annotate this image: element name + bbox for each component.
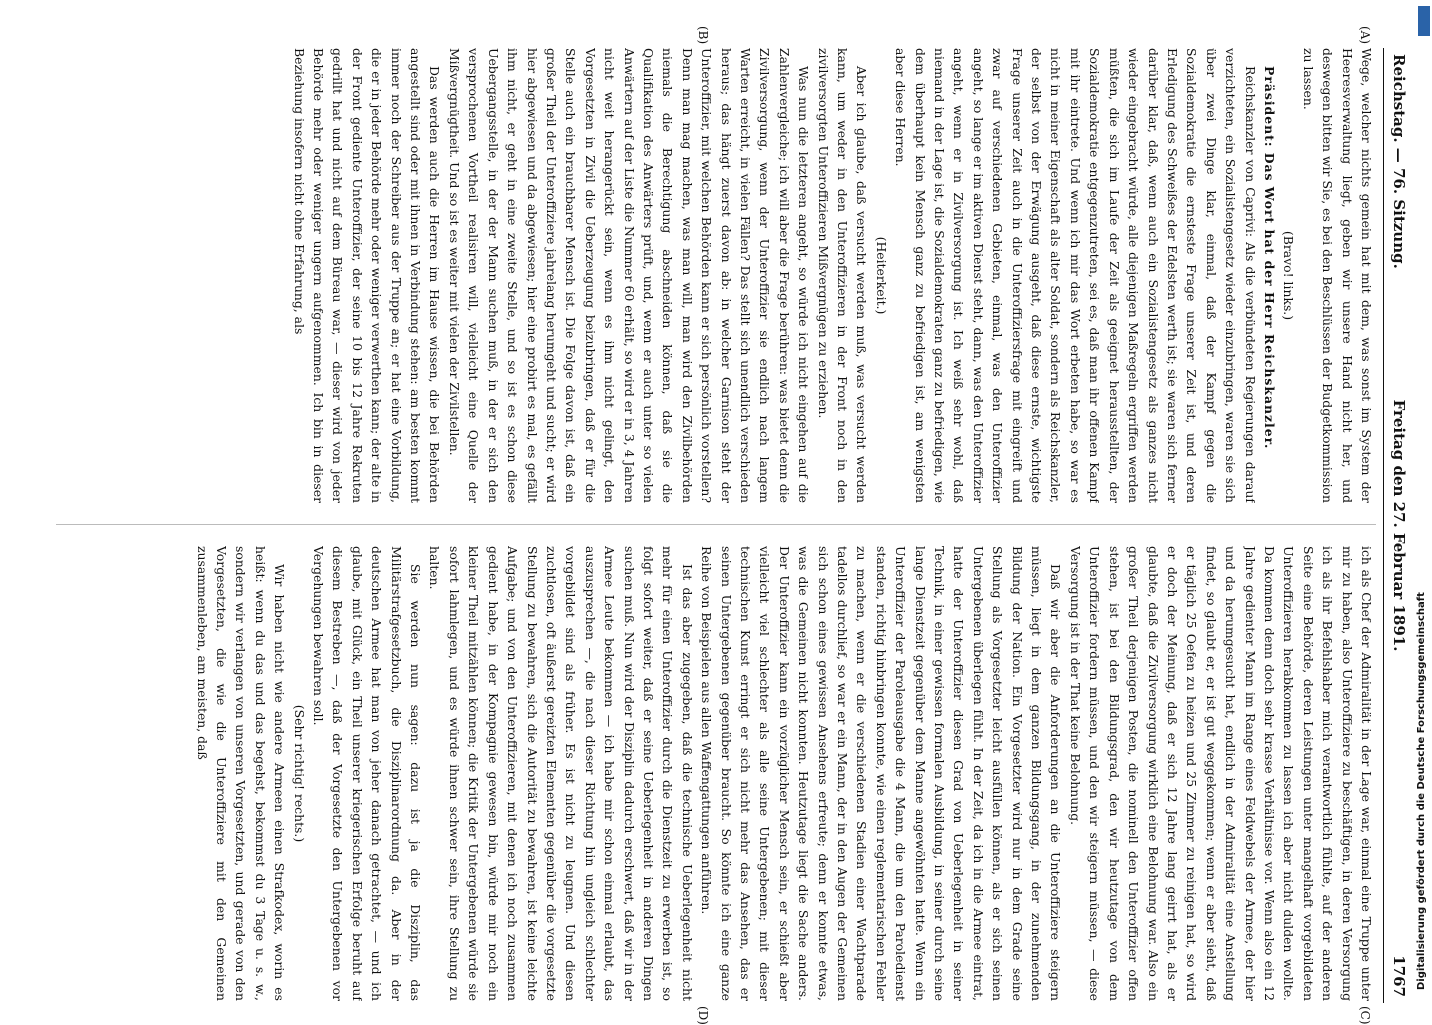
right-column xyxy=(56,546,1376,1001)
paragraph: Wir haben nicht wie andere Armeen einen Strafkodex, worin es heißt: wenn du das und das begehst, bekommst du 3 Tage u. s. w., sondern wir verlangen von unseren Vorgesetzten, und gerade von den Vorgesetzten, die wie die Unteroffiziere mit den Gemeinen zusammenleben, am meisten, daß xyxy=(194,546,288,1001)
interjection: (Heiterkeit.) xyxy=(873,236,889,315)
paragraph: Aber ich glaube, daß versucht werden muß, was versucht werden kann, um weder in den Unteroffizieren in der Front noch in den zivilversorgten Unteroffizieren Mißvergnügen zu erziehen. xyxy=(815,48,870,503)
page-header xyxy=(1383,48,1410,1003)
paragraph: Das werden auch die Herren im Hause wissen, die bei Behörden angestellt sind oder mit ihnen in Verbindung stehen: am besten kommt immer noch der Schreiber aus der Truppe an; er hat eine Vorbildung, die er in jeder Behörde mehr oder weniger verwerthen kann; der alte in der Front gediente Unteroffizier, der seine 10 bis 12 Jahre Rekruten gedrillt hat und nicht auf dem Büreau war, — dieser wird von jeder Behörde mehr oder weniger ungern aufgenommen. Ich bin in dieser Beziehung insofern nicht ohne Erfahrung, als xyxy=(291,48,443,503)
margin-marker-a: (A) xyxy=(1358,26,1372,45)
logo-text: DFG xyxy=(1405,20,1413,37)
column-divider xyxy=(56,524,1376,525)
header-session: Reichstag. — 76. Sitzung. xyxy=(1390,54,1408,269)
speaker-president: Präsident: Das Wort hat der Herr Reichskanzler. xyxy=(1261,66,1277,450)
margin-marker-b: (B) xyxy=(696,26,710,45)
header-date: Freitag den 27. Februar 1891. xyxy=(1390,399,1408,652)
paragraph: Sie werden nun sagen: dazu ist ja die Disziplin, das Militärstrafgesetzbuch, die Disziplinarordnung da. Aber in der deutschen Armee hat man von jeher danach getrachtet, — und ich glaube, mit Glück, ein Theil unserer kriegerischen Erfolge beruht auf diesem Bestreben —, daß der Vorgesetzte den Untergebenen vor Vergehungen bewahren soll. xyxy=(311,546,424,1001)
dfg-logo xyxy=(1405,6,1430,37)
margin-marker-c: (C) xyxy=(1358,1006,1372,1025)
rotated-page xyxy=(50,26,1410,1025)
page-number: 1767 xyxy=(1390,955,1408,997)
paragraph: Ist das aber zugegeben, daß die technische Ueberlegenheit nicht mehr für einen Unteroffizier durch die Dienstzeit zu erwerben ist, so folgt sofort weiter, daß er seine Ueberlegenheit in anderen Dingen suchen muß. Nun wird der Disziplin dadurch erschwert, daß wir in der Armee Leute bekommen — ich habe mir schon einmal erlaubt, das auszusprechen —, die nach dieser Richtung hin ungleich schlechter vorgebildet sind als früher. Es ist nicht zu leugnen. Und diesen zuchtlosen, oft äußerst gereizten Elementen gegenüber die vorgesetzte Stellung zu bewahren, sich die Autorität zu bewahren, ist keine leichte Aufgabe; und von den Unteroffizieren, mit denen ich noch zusammen gedient habe, in der Kompagnie gewesen bin, würde mir noch ein kleiner Theil mitzählen können; die Kritik der Untergebenen würde sie sofort lahmlegen, und es würde ihnen schwer sein, ihre Stellung zu halten. xyxy=(427,546,695,1001)
paragraph: Reichskanzler von Caprivi: Als die verbündeten Regierungen darauf verzichteten, ein Sozialistengesetz wieder einzubringen, waren sie sich über zwei Dinge klar, einmal, daß der Kampf gegen die Sozialdemokratie die ernsteste Frage unserer Zeit ist, und deren Erledigung des Schweißes der Edelsten werth ist; sie waren sich ferner darüber klar, daß, wenn auch ein Sozialistengesetz als ganzes nicht wieder eingebracht würde, alle diejenigen Maßregeln ergriffen werden müßten, die sich im Laufe der Zeit als geeignet herausstellten, der Sozialdemokratie entgegenzutreten, sei es, daß man ihr offenen Kampf mit ihr eintrete. Und wenn ich mir das Wort erbeten habe, so war es nicht in meiner Eigenschaft als alter Soldat, sondern als Reichskanzler, der selbst von der Erwägung ausgeht, daß diese ernste, wichtigste Frage unserer Zeit auch in die Unteroffiziersfrage mit eingreift und zwar auf verschiedenen Gebieten, einmal, was den Unteroffizier angeht, so lange er im aktiven Dienst steht, dann, was den Unteroffizier angeht, wenn er in Zivilversorgung ist. Ich weiß sehr wohl, daß niemand in der Lage ist, die Sozialdemokraten ganz zu befriedigen, wie dem überhaupt kein Mensch ganz zu befriedigen ist, am wenigsten aber diese Herren. xyxy=(893,48,1258,503)
interjection: (Sehr richtig! rechts.) xyxy=(291,704,307,843)
margin-marker-d: (D) xyxy=(696,1006,710,1025)
interjection: (Bravo! links.) xyxy=(1281,230,1297,321)
left-column xyxy=(56,48,1376,503)
paragraph: ich als Chef der Admiralität in der Lage war, einmal eine Truppe unter mir zu haben, also Unteroffiziere zu beschäftigen, in deren Versorgung ich als ihr Befehlshaber mich verantwortlich fühlte, auf der anderen Seite eine Behörde, deren Leistungen unter mangelhaft vorgebildeten Unteroffizieren herabkommen zu lassen ich aber nicht dulden wollte. Da kommen denn doch sehr krasse Verhältnisse vor. Wenn also ein 12 Jahre gedienter Mann im Range eines Feldwebels der Armee, der hier und da herumgesucht hat, endlich in der Admiralität eine Anstellung findet, so glaubt er, er ist gut weggekommen; wenn er aber sieht, daß er täglich 25 Oefen zu heizen und 25 Zimmer zu reinigen hat, so wird er doch der Meinung, daß er sich 12 Jahre lang geirrt hat, als er glaubte, daß die Zivilversorgung wirklich eine Belohnung war. Also ein großer Theil derjenigen Posten, die nominell den Unteroffizier offen stehen, ist bei den Bildungsgrad, den wir heutzutage von dem Unteroffizier fordern müssen, und den wir steigern müssen, — diese Versorgung ist in der That keine Belohnung. xyxy=(1067,546,1374,1001)
paragraph: Was nun die letzteren angeht, so würde ich nicht eingehen auf die Zahlenvergleiche; ich will aber die Frage berühren: was bietet denn die Zivilversorgung, wenn der Unteroffizier sie endlich nach langem Warten erreicht, in vielen Fällen? Das stellt sich unendlich verschieden heraus; das hängt zuerst davon ab: in welcher Garnison steht der Unteroffizier, mit welchen Behörden kann er sich persönlich vorstellen? Denn man mag machen, was man will, man wird den Zivilbehörden niemals die Berechtigung abschneiden können, daß sie die Qualifikation des Anwärters prüft, und, wenn er auch unter so vielen Anwärtern auf der Liste die Nummer 60 erhält, so wird er in 3, 4 Jahren nicht weit herangerückt sein, wenn es ihm nicht gelingt, den Vorgesetzten in Zivil die Ueberzeugung beizubringen, daß er für die Stelle auch ein brauchbarer Mensch ist. Die Folge davon ist, daß ein großer Theil der Unteroffiziere jahrelang herumgeht und sucht; er wird hier abgewiesen und da abgewiesen; hier eine probirt es mal, es gefällt ihm nicht, er geht in eine zweite Stelle, und so ist es schon diese Uebergangsstelle, in der der Mann suchen muß, in der er sich den versprochenen Vortheil realisiren will, vielleicht eine Quelle der Mißvergnügtheit. Und so ist es weiter mit vielen der Zivilstellen. xyxy=(446,48,812,503)
paragraph: Wege, welcher nichts gemein hat mit dem, was sonst im System der Heeresverwaltung liegt, geben wir unsere Hand nicht her, und deswegen bitten wir Sie, es bei den Beschlüssen der Budgetkommission zu lassen. xyxy=(1300,48,1374,503)
digitization-credit: Digitalisierung gefördert durch die Deutsche Forschungsgemeinschaft xyxy=(1416,592,1427,990)
paragraph: Daß wir aber die Anforderungen an die Unteroffiziere steigern müssen, liegt in dem ganzen Bildungsgang, in der zunehmenden Bildung der Nation. Ein Vorgesetzter wird nur in dem Grade seine Stellung als Vorgesetzter leicht ausfüllen können, als er sich seinen Untergebenen überlegen fühlt. In der Zeit, da ich in die Armee eintrat, hatte der Unteroffizier diesen Grad von Ueberlegenheit in seiner Technik, in einer gewissen formalen Ausbildung, in seiner durch seine lange Dienstzeit gegenüber dem Manne angewöhnten hatte. Wenn ein Unteroffizier der Paroleausgabe die 4 Mann, die um den Paroledienst standen, richtig hinbringen konnte, wie einen reglementarischen Fehler zu machen, wenn er die verschiedenen Stadien einer Wachtparade tadellos durchlief, so war er ein Mann, der in den Augen der Gemeinen sich schon eines gewissen Ansehens erfreute; denn er konnte etwas, was die Gemeinen nicht konnten. Heutzutage liegt die Sache anders. Der Unteroffizier kann ein vorzüglicher Mensch sein, er schießt aber vielleicht viel schlechter als alle seine Untergebenen; mit dieser technischen Kunst erringt er sich nicht mehr das Ansehen, das er seinen Untergebenen gegenüber braucht. So könnte ich eine ganze Reihe von Beispielen aus allen Waffengattungen anführen. xyxy=(699,546,1064,1001)
